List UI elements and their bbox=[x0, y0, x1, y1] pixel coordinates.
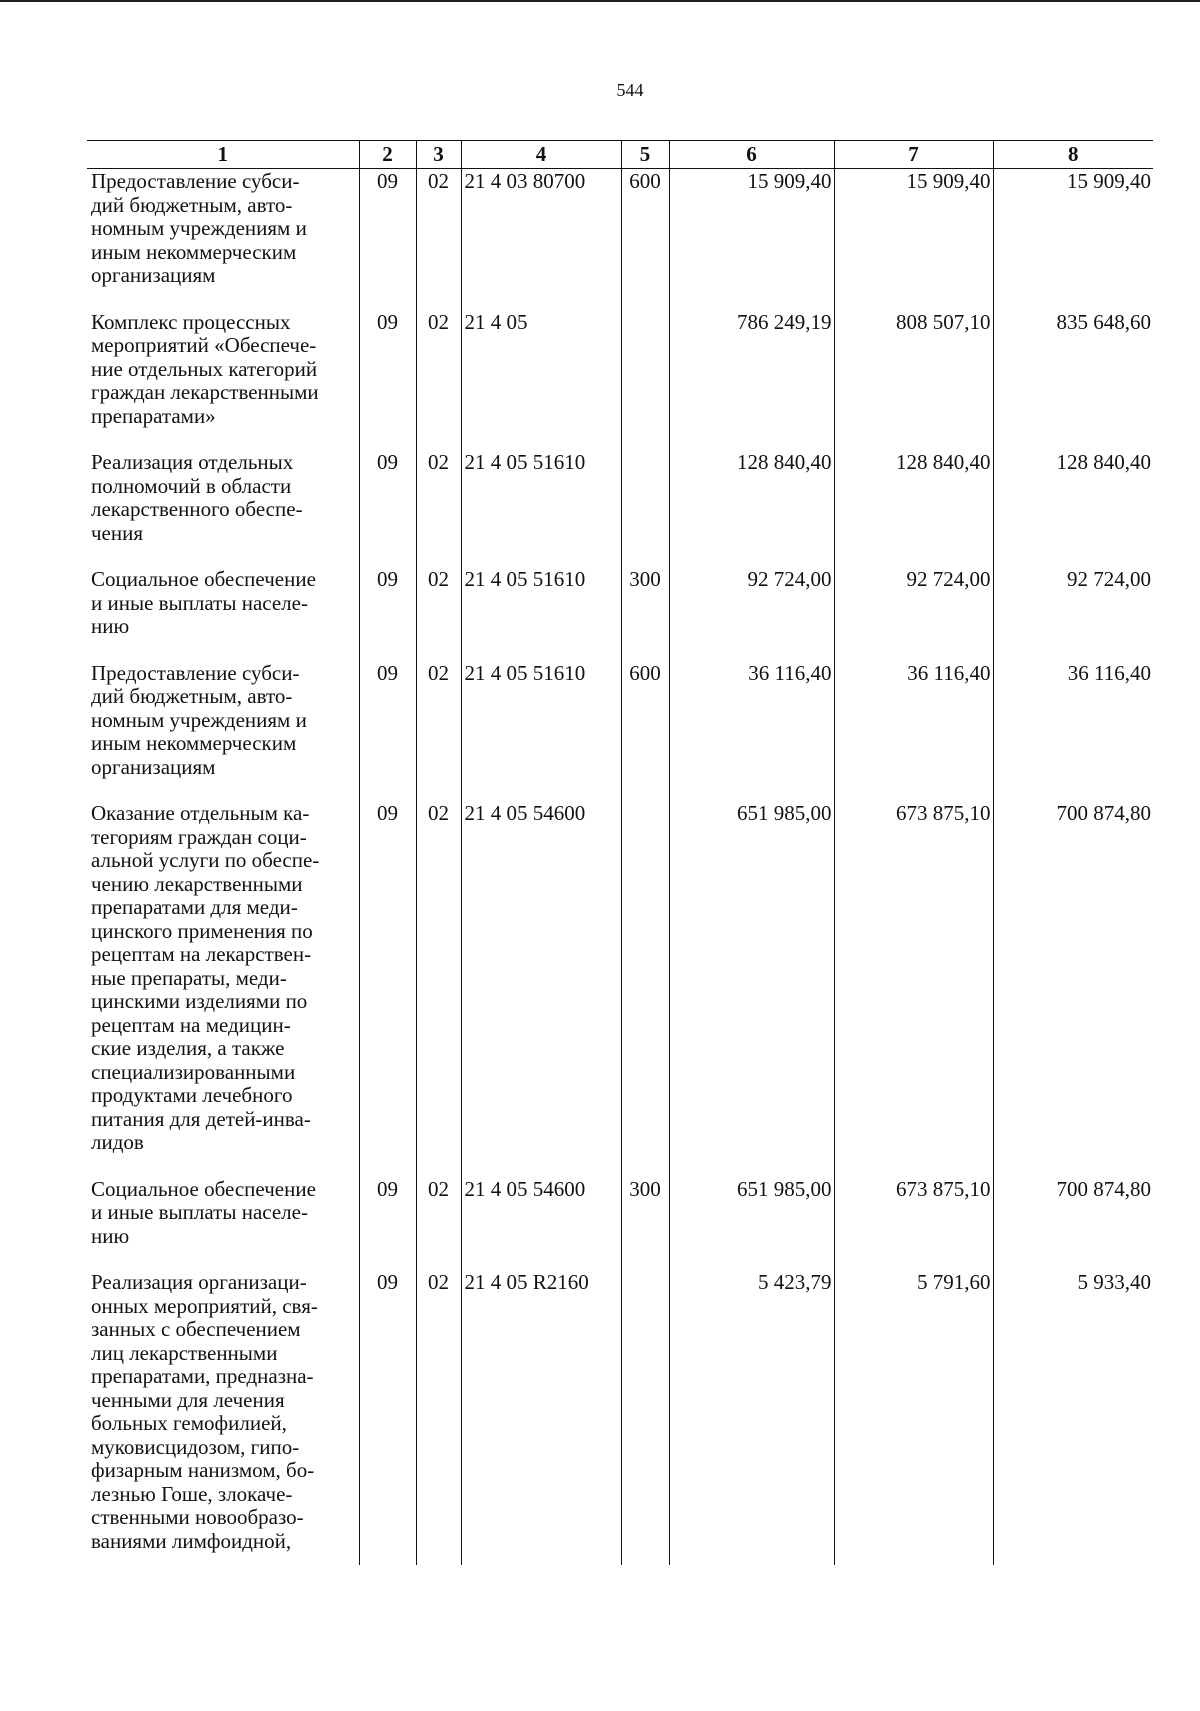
row-description: Оказание отдельным ка- тегориям граждан соци- альной услуги по обеспе- чению лекарственными препаратами для меди- цинского применения по рецептам на лекарствен- ные препараты, меди- цинскими изделиями по рецептам на медицин- ские изделия, а также специализированными продуктами лечебного питания для детей-инва- лидов bbox=[91, 801, 320, 1154]
budget-table bbox=[87, 140, 1153, 1565]
amount-year-3: 700 874,80 bbox=[993, 1177, 1153, 1271]
target-article-code: 21 4 05 51610 bbox=[461, 567, 621, 661]
target-article-code: 21 4 05 54600 bbox=[461, 801, 621, 1177]
section-code: 09 bbox=[359, 450, 416, 567]
amount-year-2: 15 909,40 bbox=[834, 169, 993, 310]
amount-year-3: 92 724,00 bbox=[993, 567, 1153, 661]
header-row bbox=[87, 141, 1153, 169]
amount-year-2: 673 875,10 bbox=[834, 1177, 993, 1271]
expense-type-code: 600 bbox=[621, 169, 669, 310]
target-article-code: 21 4 05 bbox=[461, 310, 621, 451]
expense-type-code: 600 bbox=[621, 661, 669, 802]
amount-year-3: 700 874,80 bbox=[993, 801, 1153, 1177]
row-description: Предоставление субси- дий бюджетным, авто- номным учреждениям и иным некоммерческим организациям bbox=[91, 660, 307, 779]
column-header-5: 5 bbox=[621, 141, 669, 169]
column-header-4: 4 bbox=[461, 141, 621, 169]
subsection-code: 02 bbox=[416, 169, 461, 310]
column-header-1: 1 bbox=[87, 141, 359, 169]
row-description: Реализация организаци- онных мероприятий, свя- занных с обеспечением лиц лекарственными препаратами, предназна- ченными для лечения больных гемофилией, муковисцидозом, гипо- физарным нанизмом, бо- лезнью Гоше, злокаче- ственными новообразо- ваниями лимфоидной, bbox=[91, 1270, 318, 1553]
section-code: 09 bbox=[359, 801, 416, 1177]
row-description: Предоставление субси- дий бюджетным, авто- номным учреждениям и иным некоммерческим организациям bbox=[91, 169, 307, 287]
subsection-code: 02 bbox=[416, 310, 461, 451]
table-row bbox=[87, 661, 1153, 802]
expense-type-code bbox=[621, 310, 669, 451]
target-article-code: 21 4 05 51610 bbox=[461, 450, 621, 567]
subsection-code: 02 bbox=[416, 661, 461, 802]
subsection-code: 02 bbox=[416, 1270, 461, 1565]
table-row bbox=[87, 1177, 1153, 1271]
amount-year-1: 786 249,19 bbox=[669, 310, 834, 451]
target-article-code: 21 4 05 R2160 bbox=[461, 1270, 621, 1565]
amount-year-2: 5 791,60 bbox=[834, 1270, 993, 1565]
expense-type-code bbox=[621, 801, 669, 1177]
amount-year-1: 36 116,40 bbox=[669, 661, 834, 802]
table-row bbox=[87, 1270, 1153, 1565]
expense-type-code bbox=[621, 450, 669, 567]
amount-year-3: 835 648,60 bbox=[993, 310, 1153, 451]
amount-year-1: 651 985,00 bbox=[669, 1177, 834, 1271]
row-description: Реализация отдельных полномочий в области лекарственного обеспе- чения bbox=[91, 450, 303, 545]
table-row bbox=[87, 567, 1153, 661]
amount-year-2: 128 840,40 bbox=[834, 450, 993, 567]
section-code: 09 bbox=[359, 1177, 416, 1271]
target-article-code: 21 4 03 80700 bbox=[461, 169, 621, 310]
table-row bbox=[87, 450, 1153, 567]
table-row bbox=[87, 310, 1153, 451]
amount-year-3: 5 933,40 bbox=[993, 1270, 1153, 1565]
amount-year-1: 15 909,40 bbox=[669, 169, 834, 310]
expense-type-code: 300 bbox=[621, 1177, 669, 1271]
target-article-code: 21 4 05 54600 bbox=[461, 1177, 621, 1271]
amount-year-1: 651 985,00 bbox=[669, 801, 834, 1177]
amount-year-1: 128 840,40 bbox=[669, 450, 834, 567]
subsection-code: 02 bbox=[416, 801, 461, 1177]
column-header-2: 2 bbox=[359, 141, 416, 169]
row-description: Социальное обеспечение и иные выплаты населе- нию bbox=[91, 567, 316, 638]
amount-year-3: 36 116,40 bbox=[993, 661, 1153, 802]
section-code: 09 bbox=[359, 1270, 416, 1565]
subsection-code: 02 bbox=[416, 1177, 461, 1271]
table-body bbox=[87, 169, 1153, 1566]
scan-top-rule bbox=[0, 0, 1200, 2]
table-row bbox=[87, 801, 1153, 1177]
row-description: Комплекс процессных мероприятий «Обеспече- ние отдельных категорий граждан лекарственными препаратами» bbox=[91, 309, 319, 428]
subsection-code: 02 bbox=[416, 567, 461, 661]
section-code: 09 bbox=[359, 567, 416, 661]
column-header-3: 3 bbox=[416, 141, 461, 169]
subsection-code: 02 bbox=[416, 450, 461, 567]
section-code: 09 bbox=[359, 310, 416, 451]
amount-year-1: 92 724,00 bbox=[669, 567, 834, 661]
expense-type-code bbox=[621, 1270, 669, 1565]
target-article-code: 21 4 05 51610 bbox=[461, 661, 621, 802]
amount-year-2: 808 507,10 bbox=[834, 310, 993, 451]
page-number: 544 bbox=[616, 80, 644, 100]
amount-year-2: 36 116,40 bbox=[834, 661, 993, 802]
amount-year-2: 92 724,00 bbox=[834, 567, 993, 661]
table-row bbox=[87, 169, 1153, 310]
amount-year-2: 673 875,10 bbox=[834, 801, 993, 1177]
expense-type-code: 300 bbox=[621, 567, 669, 661]
column-header-6: 6 bbox=[669, 141, 834, 169]
amount-year-3: 15 909,40 bbox=[993, 169, 1153, 310]
amount-year-3: 128 840,40 bbox=[993, 450, 1153, 567]
section-code: 09 bbox=[359, 661, 416, 802]
amount-year-1: 5 423,79 bbox=[669, 1270, 834, 1565]
row-description: Социальное обеспечение и иные выплаты населе- нию bbox=[91, 1176, 316, 1248]
column-header-8: 8 bbox=[993, 141, 1153, 169]
section-code: 09 bbox=[359, 169, 416, 310]
column-header-7: 7 bbox=[834, 141, 993, 169]
